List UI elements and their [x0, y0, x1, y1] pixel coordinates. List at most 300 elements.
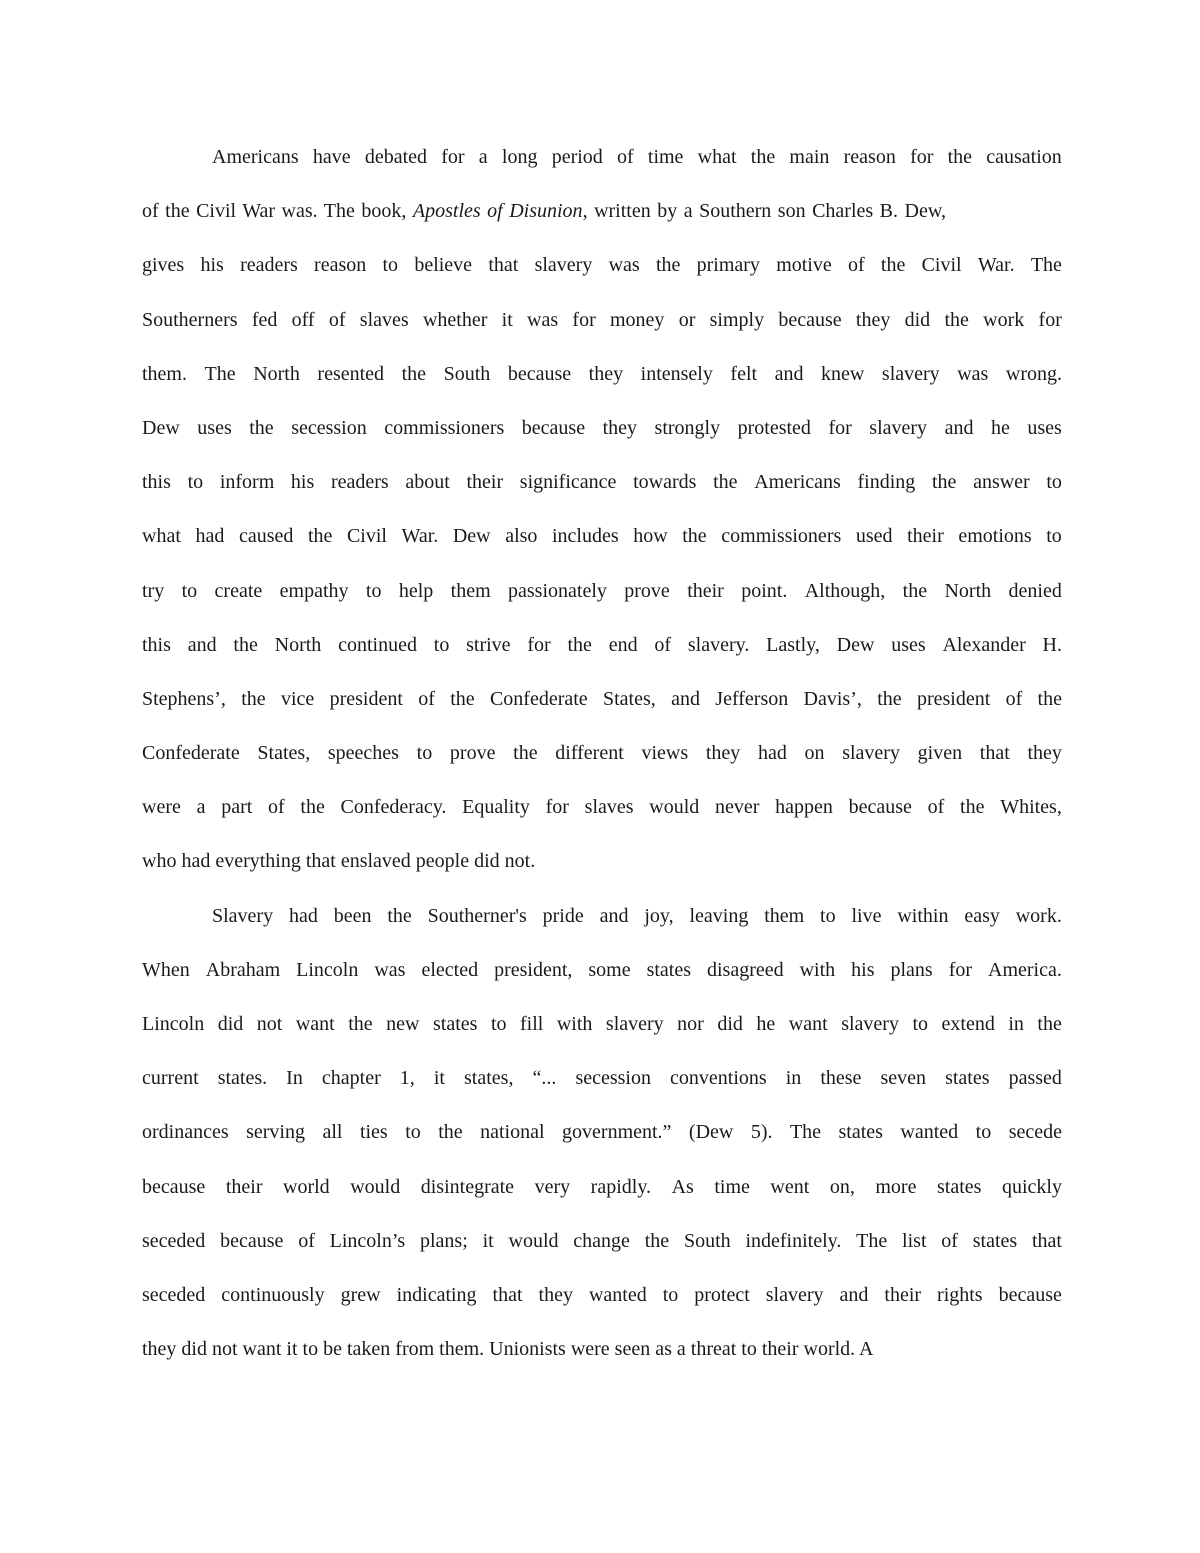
word: 5).: [750, 1121, 773, 1144]
word: of: [654, 633, 672, 656]
word: Whites,: [1000, 796, 1062, 819]
word: causation: [986, 146, 1062, 168]
word: elected: [421, 958, 479, 981]
word: intensely: [640, 362, 713, 385]
word: the: [1037, 687, 1062, 710]
word: of: [268, 796, 285, 819]
word: slavery: [605, 1013, 664, 1035]
word: States,: [602, 687, 656, 710]
word: of: [328, 308, 346, 331]
word: War.: [977, 254, 1015, 277]
word: it: [501, 308, 513, 331]
word: rapidly.: [590, 1175, 652, 1198]
word: to: [416, 742, 433, 765]
word: towards: [633, 471, 697, 494]
word: the: [713, 471, 738, 494]
word: want: [295, 1013, 335, 1035]
word: uses: [197, 416, 232, 439]
word: to: [365, 579, 382, 602]
word: off: [291, 308, 315, 331]
word: used: [855, 525, 893, 548]
word: main: [789, 146, 830, 168]
word: plans;: [420, 1229, 468, 1252]
word: serving: [246, 1121, 305, 1144]
word: a: [478, 146, 488, 168]
word: a: [196, 796, 206, 819]
word: was: [374, 958, 406, 981]
word: Abraham: [205, 958, 281, 981]
word: slavery: [841, 1013, 899, 1035]
text-line: [142, 459, 1062, 513]
word: commissioners: [384, 416, 505, 439]
word: the: [233, 633, 258, 656]
word: and: [774, 362, 804, 385]
word: period: [551, 146, 603, 168]
word: indefinitely.: [745, 1229, 842, 1252]
word: because: [507, 362, 572, 385]
word: for: [828, 416, 852, 439]
word: The: [204, 362, 236, 385]
word: states: [433, 1013, 478, 1035]
word: in: [1008, 1013, 1024, 1035]
word: more: [875, 1175, 917, 1198]
word: did: [717, 1013, 743, 1035]
word: was: [527, 308, 559, 331]
text-line: [142, 1055, 1062, 1109]
word: would: [508, 1229, 559, 1252]
word: the: [644, 1229, 670, 1252]
word: to: [382, 254, 399, 277]
word: national: [480, 1121, 545, 1144]
word: about: [405, 471, 450, 494]
word: the: [931, 471, 957, 494]
word: quickly: [1001, 1175, 1062, 1198]
word: and: [599, 904, 629, 927]
word: joy,: [644, 904, 674, 927]
word: Southerners: [142, 308, 238, 331]
text-line: [142, 1164, 1062, 1218]
word: to: [662, 1283, 679, 1306]
word: time: [714, 1175, 750, 1198]
word: Lincoln: [296, 958, 359, 981]
word: seceded: [142, 1229, 206, 1252]
word: Southerner's: [427, 904, 527, 927]
word: work.: [1015, 904, 1062, 927]
word: never: [715, 796, 760, 819]
word: chapter: [321, 1067, 381, 1090]
word: slaves: [359, 308, 409, 331]
word: how: [633, 525, 668, 548]
word: strongly: [654, 416, 721, 439]
word: to: [1046, 471, 1062, 494]
word: for: [910, 146, 934, 168]
word: to: [820, 904, 836, 927]
word: the: [567, 633, 592, 656]
word: new: [386, 1013, 420, 1035]
word: inform: [219, 471, 275, 494]
word: the: [750, 146, 776, 168]
word: felt: [730, 362, 758, 385]
text-line: [142, 297, 1062, 351]
word: on: [804, 742, 825, 765]
word: Although,: [804, 579, 886, 602]
word: “...: [532, 1067, 557, 1090]
word: all: [322, 1121, 343, 1144]
word: these: [820, 1067, 862, 1090]
word: and: [944, 416, 974, 439]
word: he: [756, 1013, 776, 1035]
text-segment: of the Civil War was. The book,: [142, 200, 413, 223]
word: ordinances: [142, 1121, 229, 1144]
word: try: [142, 579, 165, 602]
word: secession: [575, 1067, 651, 1090]
word: Americans: [212, 146, 299, 168]
word: seceded: [142, 1283, 206, 1306]
word: what: [142, 525, 181, 548]
word: or: [678, 308, 696, 331]
word: the: [655, 254, 681, 277]
word: fed: [251, 308, 278, 331]
word: readers: [330, 471, 389, 494]
word: he: [990, 416, 1010, 439]
word: it: [482, 1229, 494, 1252]
word: did: [217, 1013, 244, 1035]
word: would: [350, 1175, 401, 1198]
word: they: [538, 1283, 573, 1306]
word: work: [983, 308, 1025, 331]
word: this: [142, 633, 171, 656]
word: want: [788, 1013, 828, 1035]
word: When: [142, 958, 190, 981]
word: because: [848, 796, 912, 819]
word: speeches: [327, 742, 399, 765]
word: believe: [414, 254, 473, 277]
word: passionately: [508, 579, 607, 602]
word: slavery: [842, 742, 900, 765]
word: Jefferson: [715, 687, 789, 710]
book-title-italic: Apostles of Disunion: [412, 200, 583, 223]
text-line: [142, 513, 1062, 567]
word: Confederate: [142, 742, 240, 765]
word: for: [527, 633, 551, 656]
text-line: [142, 838, 1062, 892]
text-line: [142, 1272, 1062, 1326]
word: Stephens’,: [142, 687, 226, 710]
word: North: [274, 633, 322, 656]
word: part: [221, 796, 253, 819]
word: the: [877, 687, 902, 710]
word: were: [142, 796, 181, 819]
word: president: [916, 687, 991, 710]
word: protect: [694, 1283, 750, 1306]
text-line: [142, 1326, 1062, 1380]
word: denied: [1008, 579, 1062, 602]
word: passed: [1008, 1067, 1062, 1090]
word: ties: [359, 1121, 388, 1144]
word: and: [671, 687, 700, 710]
word: because: [778, 308, 842, 331]
word: his: [200, 254, 224, 277]
word: fill: [520, 1013, 544, 1035]
word: help: [398, 579, 434, 602]
word: slavery: [765, 1283, 824, 1306]
word: also: [505, 525, 538, 548]
word: the: [387, 904, 412, 927]
text-segment: , written by a Southern son Charles B. Dew,: [582, 200, 946, 223]
word: seven: [880, 1067, 927, 1090]
word: South: [683, 1229, 731, 1252]
word: very: [534, 1175, 571, 1198]
word: not: [256, 1013, 283, 1035]
word: The: [1030, 254, 1062, 277]
word: pride: [542, 904, 584, 927]
word: finding: [857, 471, 916, 494]
word: resented: [317, 362, 385, 385]
text-line: [142, 134, 1062, 188]
word: states.: [217, 1067, 268, 1090]
word: Dew: [142, 416, 180, 439]
word: conventions: [670, 1067, 767, 1090]
word: would: [649, 796, 700, 819]
word: Alexander: [942, 633, 1026, 656]
word: Americans: [754, 471, 841, 494]
word: different: [555, 742, 624, 765]
word: the: [401, 362, 427, 385]
word: protested: [737, 416, 811, 439]
word: this: [142, 471, 171, 494]
word: states,: [464, 1067, 514, 1090]
word: the: [902, 579, 928, 602]
word: went: [770, 1175, 810, 1198]
word: they: [855, 308, 891, 331]
word: for: [572, 308, 596, 331]
word: to: [187, 471, 204, 494]
word: The: [789, 1121, 822, 1144]
word: their: [687, 579, 724, 602]
word: states: [646, 958, 691, 981]
word: primary: [696, 254, 760, 277]
word: end: [608, 633, 638, 656]
word: have: [312, 146, 351, 168]
word: for: [1038, 308, 1062, 331]
word: long: [501, 146, 538, 168]
word: states: [945, 1067, 990, 1090]
word: leaving: [689, 904, 749, 927]
word: to: [405, 1121, 421, 1144]
word: Confederate: [489, 687, 588, 710]
word: that: [492, 1283, 523, 1306]
word: and: [187, 633, 217, 656]
word: in: [785, 1067, 802, 1090]
word: government.”: [562, 1121, 672, 1144]
word: extend: [941, 1013, 995, 1035]
word: states: [838, 1121, 883, 1144]
word: rights: [937, 1283, 983, 1306]
word: As: [671, 1175, 694, 1198]
word: answer: [973, 471, 1030, 494]
word: given: [917, 742, 963, 765]
word: vice: [280, 687, 315, 710]
word: the: [438, 1121, 463, 1144]
word: grew: [340, 1283, 381, 1306]
word: War.: [401, 525, 439, 548]
word: to: [975, 1121, 992, 1144]
word: of: [927, 796, 945, 819]
word: to: [181, 579, 198, 602]
word: Lincoln’s: [329, 1229, 406, 1252]
word: had: [288, 904, 318, 927]
word: their: [907, 525, 944, 548]
word: prove: [624, 579, 670, 602]
word: whether: [422, 308, 488, 331]
word: wanted: [588, 1283, 647, 1306]
word: the: [513, 742, 538, 765]
text-line: [142, 242, 1062, 296]
text-line: [142, 188, 1062, 242]
word: gives: [142, 254, 185, 277]
word: their: [466, 471, 504, 494]
line-text: who had everything that enslaved people did not.: [142, 850, 536, 873]
word: H.: [1042, 633, 1062, 656]
word: States,: [257, 742, 311, 765]
word: to: [912, 1013, 929, 1035]
word: Davis’,: [803, 687, 862, 710]
word: slavery: [534, 254, 593, 277]
text-line: [142, 351, 1062, 405]
word: that: [1032, 1229, 1062, 1252]
word: includes: [551, 525, 619, 548]
word: that: [488, 254, 519, 277]
word: commissioners: [721, 525, 842, 548]
word: live: [851, 904, 882, 927]
word: did: [904, 308, 931, 331]
word: continued: [338, 633, 417, 656]
word: uses: [891, 633, 926, 656]
word: reason: [843, 146, 896, 168]
word: of: [418, 687, 435, 710]
word: the: [944, 308, 969, 331]
word: The: [856, 1229, 888, 1252]
word: been: [333, 904, 372, 927]
word: significance: [519, 471, 617, 494]
word: create: [214, 579, 263, 602]
word: they: [602, 416, 638, 439]
text-line: [142, 784, 1062, 838]
word: of: [298, 1229, 315, 1252]
word: America.: [988, 958, 1062, 981]
word: the: [947, 146, 973, 168]
word: states: [936, 1175, 982, 1198]
word: time: [647, 146, 684, 168]
word: strive: [466, 633, 511, 656]
word: empathy: [279, 579, 349, 602]
word: secede: [1008, 1121, 1062, 1144]
word: with: [799, 958, 836, 981]
text-line: [142, 947, 1062, 1001]
word: their: [225, 1175, 263, 1198]
essay-body: [142, 134, 1062, 1380]
word: they: [588, 362, 624, 385]
word: motive: [776, 254, 832, 277]
word: indicating: [396, 1283, 477, 1306]
word: slaves: [584, 796, 634, 819]
word: for: [441, 146, 465, 168]
word: Lastly,: [766, 633, 820, 656]
word: list: [902, 1229, 927, 1252]
word: had: [757, 742, 787, 765]
text-line: [142, 1001, 1062, 1055]
word: world: [283, 1175, 330, 1198]
word: views: [641, 742, 689, 765]
word: easy: [964, 904, 1000, 927]
word: the: [241, 687, 266, 710]
word: for: [545, 796, 569, 819]
text-line: [142, 893, 1062, 947]
word: his: [290, 471, 315, 494]
word: because: [220, 1229, 284, 1252]
word: 1,: [399, 1067, 415, 1090]
word: slavery: [881, 362, 940, 385]
word: the: [450, 687, 475, 710]
word: to: [433, 633, 450, 656]
text-line: [142, 622, 1062, 676]
word: point.: [741, 579, 788, 602]
word: of: [617, 146, 634, 168]
text-line: [142, 405, 1062, 459]
paragraph: [142, 893, 1062, 1381]
word: (Dew: [688, 1121, 734, 1144]
word: president: [329, 687, 403, 710]
word: In: [286, 1067, 303, 1090]
text-line: [142, 676, 1062, 730]
word: the: [249, 416, 274, 439]
word: the: [1037, 1013, 1062, 1035]
word: North: [253, 362, 300, 385]
word: continuously: [221, 1283, 325, 1306]
word: Equality: [462, 796, 530, 819]
word: they: [705, 742, 741, 765]
word: it: [433, 1067, 445, 1090]
word: change: [573, 1229, 630, 1252]
word: nor: [677, 1013, 704, 1035]
word: debated: [364, 146, 428, 168]
word: uses: [1027, 416, 1062, 439]
word: disagreed: [706, 958, 784, 981]
word: was: [608, 254, 640, 277]
word: had: [195, 525, 225, 548]
word: readers: [240, 254, 298, 277]
word: the: [880, 254, 906, 277]
word: because: [521, 416, 586, 439]
word: Civil: [346, 525, 387, 548]
word: emotions: [958, 525, 1032, 548]
word: plans: [890, 958, 933, 981]
word: with: [556, 1013, 593, 1035]
word: knew: [821, 362, 865, 385]
word: slavery: [869, 416, 928, 439]
word: to: [490, 1013, 507, 1035]
word: reason: [314, 254, 367, 277]
word: caused: [238, 525, 294, 548]
word: his: [851, 958, 875, 981]
word: current: [142, 1067, 199, 1090]
word: some: [588, 958, 631, 981]
word: Dew: [452, 525, 491, 548]
word: and: [839, 1283, 869, 1306]
word: because: [142, 1175, 206, 1198]
word: Civil: [921, 254, 962, 277]
paragraph: [142, 134, 1062, 893]
